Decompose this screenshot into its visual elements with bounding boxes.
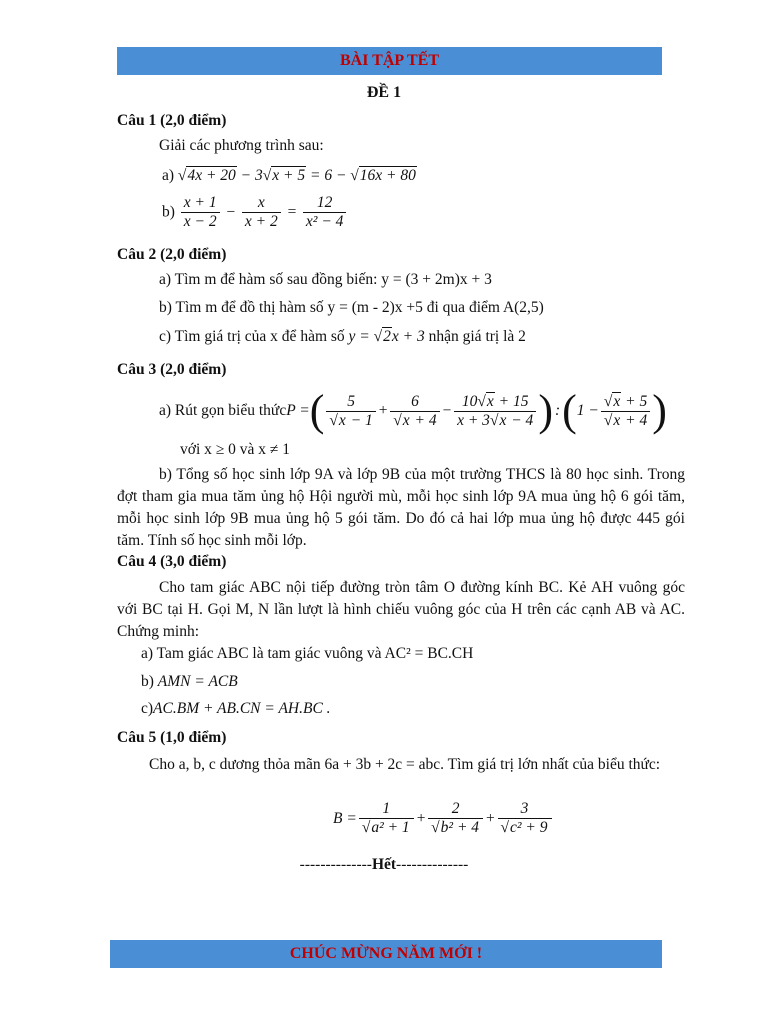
q3-a-text: a) Rút gọn biểu thức [159,402,287,419]
q1-b [162,194,348,231]
q1-intro: Giải các phương trình sau: [159,137,324,154]
q3-b: b) Tổng số học sinh lớp 9A và lớp 9B của một trường THCS là 80 học sinh. Trong đợt tham gia mua tăm ủng hộ Hội người mù, mỗi học sinh lớp 9A mua ủng hộ 6 gói tăm, mỗi học sinh lớp 9B mua ủng hộ 5 gói tăm. Do đó cả hai lớp mua ủng hộ được 445 gói tăm. Tính số học sinh mỗi lớp. [117,466,685,549]
q1-b-label: b) [162,203,175,221]
q4-c: c)AC.BM + AB.CN = AH.BC . [141,700,331,717]
q5-intro: Cho a, b, c dương thỏa mãn 6a + 3b + 2c = abc. Tìm giá trị lớn nhất của biểu thức: [149,756,661,773]
q1-b-expression: $\frac{x + 1}{x - 2}$ − $\frac{x}{x + 2}$ = $\frac{12}{\text{x² − 4}}$ [179,203,349,220]
q2-heading: Câu 2 (2,0 điểm) [117,246,227,263]
q1-a [162,167,417,185]
q3-a-expression: P = ( $\frac{5}{√x - 1}$ + $\frac{6}{√x + 4}$ − $\frac{10√x + 15}{x + 3√x - 4}$ ) : ( 1 − $\frac{√x + 5}{√x + 4}$ ) [286,386,667,435]
q2-a: a) Tìm m để hàm số sau đồng biến: y = (3 + 2m)x + 3 [159,271,492,288]
q2-c-function: y = √2x + 3 [348,328,425,345]
footer-banner: CHÚC MỪNG NĂM MỚI ! [110,940,662,968]
q3-a [159,383,667,439]
q4-c-expression: AC.BM + AB.CN = AH.BC . [153,700,331,717]
q1-heading: Câu 1 (2,0 điểm) [117,112,227,129]
q4-b-expression: AMN = ACB [157,673,238,690]
exam-title: ĐỀ 1 [366,84,402,101]
q5-expression: B = $\frac{1}{\text{√a² + 1}}$ + $\frac{2}{\text{√b² + 4}}$ + $\frac{3}{\text{√c² + 9}}$ [333,800,554,837]
q4-heading: Câu 4 (3,0 điểm) [117,553,227,570]
q2-b: b) Tìm m để đồ thị hàm số y = (m - 2)x +5 đi qua điểm A(2,5) [159,299,544,316]
q1-a-expression: √4x + 20 − 3√x + 5 = 6 − √16x + 80 [177,167,416,184]
q3-condition: với x ≥ 0 và x ≠ 1 [180,441,291,458]
q5-heading: Câu 5 (1,0 điểm) [117,729,227,746]
q4-intro: Cho tam giác ABC nội tiếp đường tròn tâm O đường kính BC. Kẻ AH vuông góc với BC tại H. Gọi M, N lần lượt là hình chiếu vuông góc của H trên các cạnh AB và AC. Chứng minh: [117,579,685,640]
q2-c: c) Tìm giá trị của x để hàm số y = √2x + 3 nhận giá trị là 2 [159,328,526,345]
q3-heading: Câu 3 (2,0 điểm) [117,361,227,378]
q4-a: a) Tam giác ABC là tam giác vuông và AC² = BC.CH [141,645,474,662]
header-banner: BÀI TẬP TẾT [117,47,662,75]
q1-a-label: a) [162,167,175,184]
end-marker: --------------Hết-------------- [299,856,469,873]
q4-b: b) AMN = ACB [141,673,238,690]
